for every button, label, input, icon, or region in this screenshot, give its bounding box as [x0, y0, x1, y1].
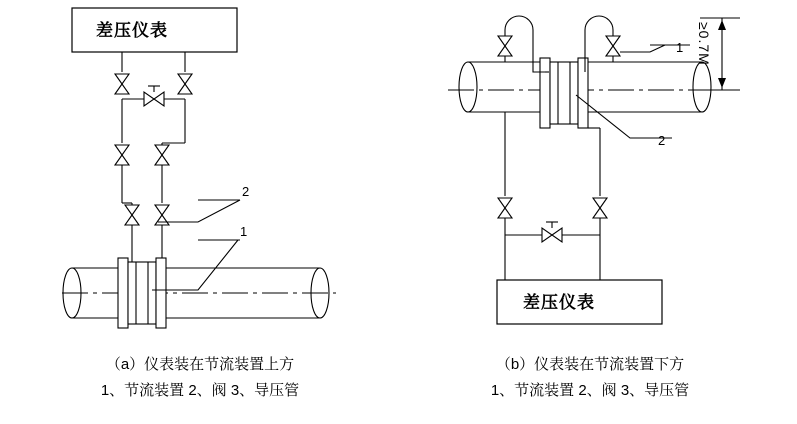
- valve-a-mid-left: [115, 145, 129, 165]
- orifice-b-flange-left: [540, 58, 550, 128]
- callout-b-1-leader: [620, 45, 665, 52]
- callout-b-1-label: 1: [676, 40, 684, 55]
- pipe-b-end-left: [459, 62, 477, 112]
- valve-a-lower-left: [125, 205, 139, 225]
- callout-a-2-label: 2: [242, 184, 250, 199]
- callout-b-2-label: 2: [658, 133, 666, 148]
- caption-panel-a: [20, 352, 380, 404]
- orifice-b-flange-right: [578, 58, 588, 128]
- caption-b-title: （b）仪表装在节流装置下方: [495, 356, 685, 373]
- caption-panel-b: [410, 352, 770, 404]
- valve-a-upper-left: [115, 74, 129, 94]
- orifice-a-flange-right: [156, 258, 166, 328]
- dimension-b-label: ≥0.7M: [696, 22, 712, 66]
- caption-b-legend: 1、节流装置 2、阀 3、导压管: [490, 382, 690, 399]
- pipe-b-end-right: [693, 62, 711, 112]
- callout-b-2-leader: [576, 95, 665, 138]
- dimension-b-arrow-top: [718, 20, 726, 30]
- caption-a-title: （a）仪表装在节流装置上方: [105, 356, 295, 373]
- valve-b-crossover: [542, 222, 562, 242]
- valve-b-lower-left: [498, 198, 512, 218]
- orifice-b-body: [550, 62, 578, 124]
- callout-a-1-label: 1: [240, 224, 248, 239]
- orifice-a-flange-left: [118, 258, 128, 328]
- loop-b-left: [505, 16, 545, 72]
- valve-a-crossover: [144, 86, 164, 106]
- valve-b-upper-left: [498, 36, 512, 56]
- caption-a-legend: 1、节流装置 2、阀 3、导压管: [100, 382, 300, 399]
- orifice-a-body: [128, 262, 156, 324]
- loop-b-right: [585, 16, 613, 72]
- meter-box-b-label: 差压仪表: [523, 293, 595, 312]
- valve-a-upper-right: [178, 74, 192, 94]
- callout-a-2-leader: [158, 200, 240, 222]
- valve-b-upper-right: [606, 36, 620, 56]
- meter-box-a-label: 差压仪表: [96, 21, 168, 40]
- valve-b-lower-right: [593, 198, 607, 218]
- valve-a-mid-right: [155, 145, 169, 165]
- dimension-b-arrow-bottom: [718, 78, 726, 88]
